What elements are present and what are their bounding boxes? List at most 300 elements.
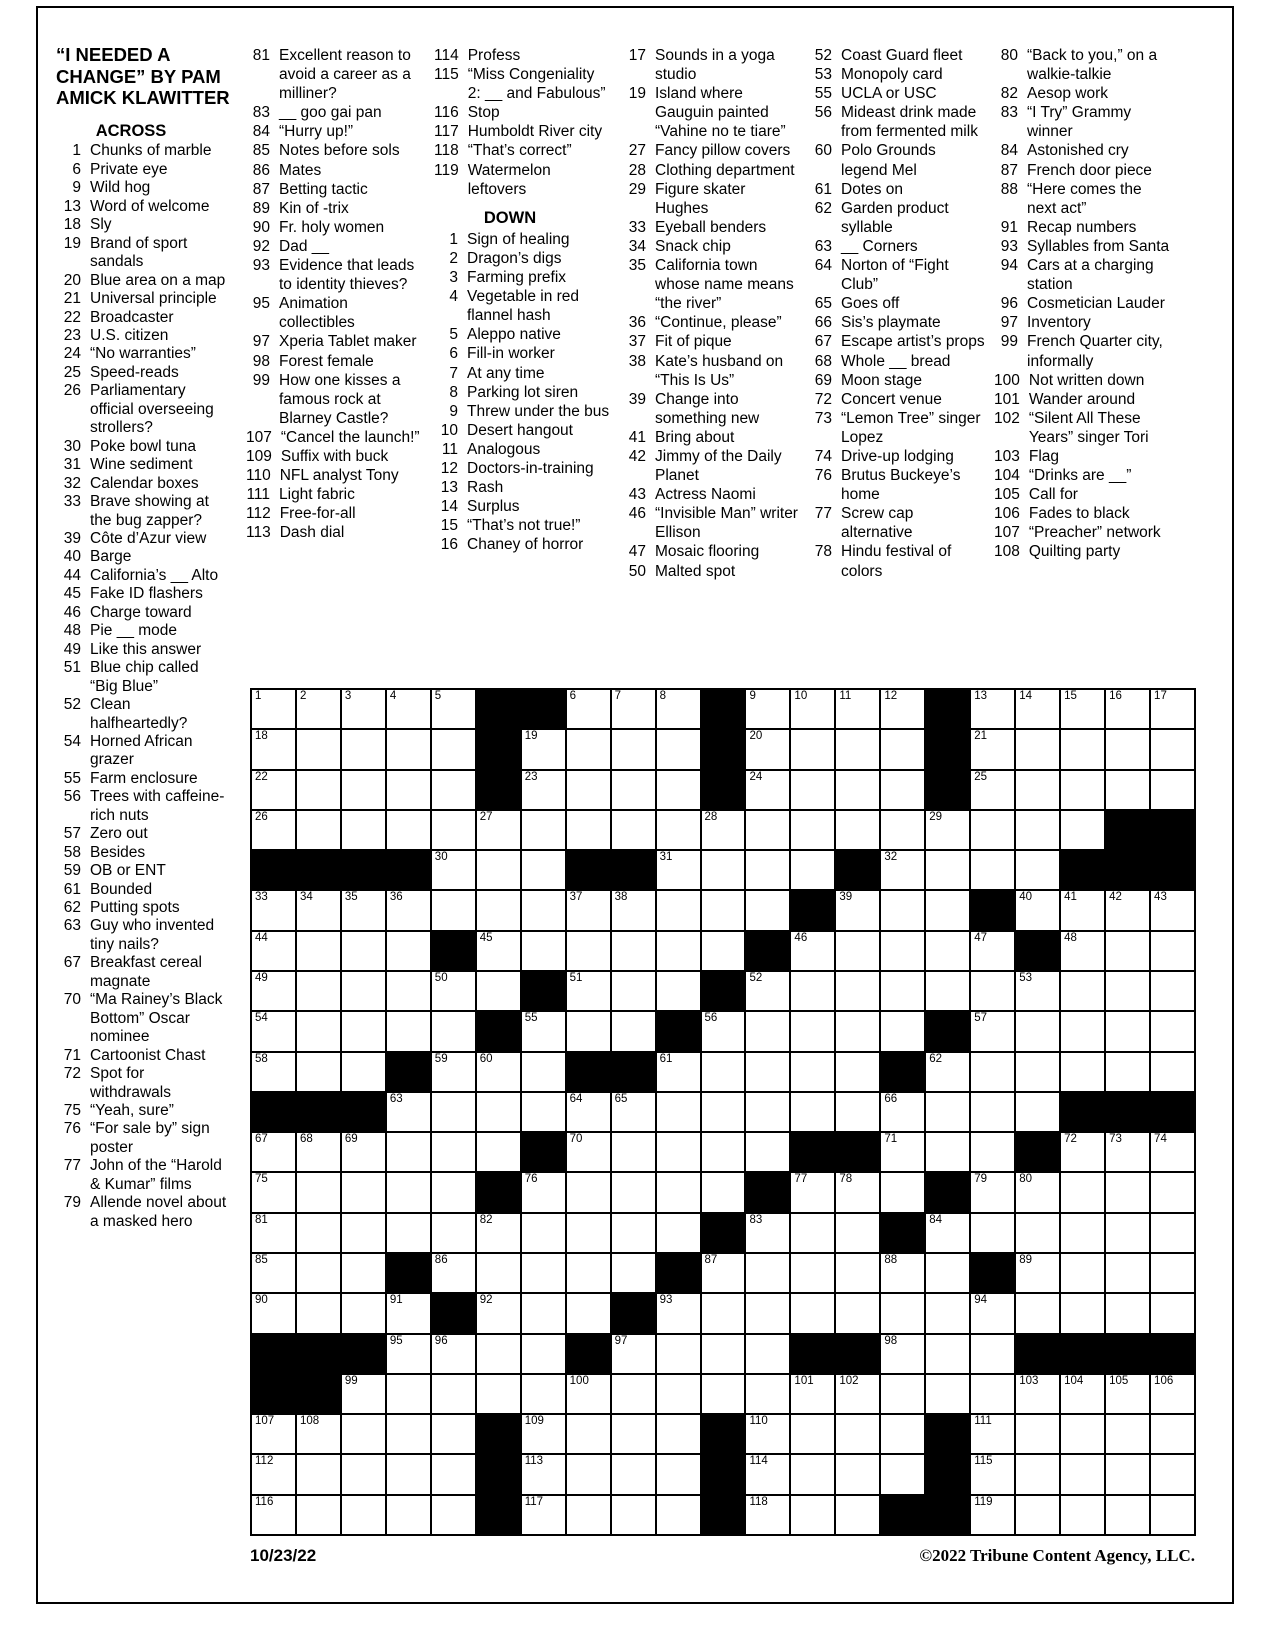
grid-cell[interactable] xyxy=(297,1012,340,1050)
grid-cell[interactable] xyxy=(657,730,700,768)
grid-cell[interactable] xyxy=(297,690,340,728)
grid-cell[interactable] xyxy=(1016,1415,1059,1453)
grid-cell[interactable] xyxy=(1151,690,1194,728)
grid-cell[interactable] xyxy=(432,851,475,889)
grid-cell[interactable] xyxy=(522,1012,565,1050)
grid-cell[interactable] xyxy=(1061,730,1104,768)
grid-cell[interactable] xyxy=(477,1335,520,1373)
grid-cell[interactable] xyxy=(252,1012,295,1050)
grid-cell[interactable] xyxy=(477,1294,520,1332)
grid-cell[interactable] xyxy=(1151,891,1194,929)
grid-cell[interactable] xyxy=(746,1415,789,1453)
grid-cell[interactable] xyxy=(1016,851,1059,889)
grid-cell[interactable] xyxy=(926,811,969,849)
grid-cell[interactable] xyxy=(746,690,789,728)
grid-cell[interactable] xyxy=(1061,1294,1104,1332)
grid-cell[interactable] xyxy=(702,1053,745,1091)
grid-cell[interactable] xyxy=(1106,690,1149,728)
grid-cell[interactable] xyxy=(522,932,565,970)
grid-cell[interactable] xyxy=(522,1254,565,1292)
grid-cell[interactable] xyxy=(432,1455,475,1493)
grid-cell[interactable] xyxy=(791,932,834,970)
grid-cell[interactable] xyxy=(1151,1496,1194,1534)
grid-cell[interactable] xyxy=(791,1455,834,1493)
grid-cell[interactable] xyxy=(746,1214,789,1252)
grid-cell[interactable] xyxy=(836,730,879,768)
grid-cell[interactable] xyxy=(252,1496,295,1534)
grid-cell[interactable] xyxy=(836,932,879,970)
grid-cell[interactable] xyxy=(432,891,475,929)
grid-cell[interactable] xyxy=(342,932,385,970)
grid-cell[interactable] xyxy=(657,690,700,728)
grid-cell[interactable] xyxy=(297,1294,340,1332)
grid-cell[interactable] xyxy=(252,690,295,728)
grid-cell[interactable] xyxy=(836,1254,879,1292)
grid-cell[interactable] xyxy=(477,1093,520,1131)
grid-cell[interactable] xyxy=(567,972,610,1010)
grid-cell[interactable] xyxy=(836,1173,879,1211)
grid-cell[interactable] xyxy=(252,771,295,809)
grid-cell[interactable] xyxy=(1106,771,1149,809)
grid-cell[interactable] xyxy=(1151,771,1194,809)
grid-cell[interactable] xyxy=(1106,932,1149,970)
grid-cell[interactable] xyxy=(1151,972,1194,1010)
grid-cell[interactable] xyxy=(522,811,565,849)
grid-cell[interactable] xyxy=(791,811,834,849)
grid-cell[interactable] xyxy=(702,891,745,929)
grid-cell[interactable] xyxy=(791,1415,834,1453)
grid-cell[interactable] xyxy=(836,771,879,809)
grid-cell[interactable] xyxy=(432,771,475,809)
grid-cell[interactable] xyxy=(1106,1053,1149,1091)
grid-cell[interactable] xyxy=(926,851,969,889)
grid-cell[interactable] xyxy=(1016,1375,1059,1413)
grid-cell[interactable] xyxy=(1016,1254,1059,1292)
grid-cell[interactable] xyxy=(881,972,924,1010)
grid-cell[interactable] xyxy=(836,1455,879,1493)
grid-cell[interactable] xyxy=(387,1133,430,1171)
grid-cell[interactable] xyxy=(612,1335,655,1373)
grid-cell[interactable] xyxy=(971,1415,1014,1453)
grid-cell[interactable] xyxy=(432,972,475,1010)
grid-cell[interactable] xyxy=(881,1093,924,1131)
grid-cell[interactable] xyxy=(746,1455,789,1493)
grid-cell[interactable] xyxy=(522,1173,565,1211)
grid-cell[interactable] xyxy=(1061,1415,1104,1453)
grid-cell[interactable] xyxy=(1016,1294,1059,1332)
grid-cell[interactable] xyxy=(702,932,745,970)
grid-cell[interactable] xyxy=(342,1173,385,1211)
grid-cell[interactable] xyxy=(387,771,430,809)
grid-cell[interactable] xyxy=(791,851,834,889)
grid-cell[interactable] xyxy=(477,891,520,929)
grid-cell[interactable] xyxy=(791,1173,834,1211)
grid-cell[interactable] xyxy=(387,1173,430,1211)
grid-cell[interactable] xyxy=(1016,690,1059,728)
grid-cell[interactable] xyxy=(1106,1173,1149,1211)
grid-cell[interactable] xyxy=(252,1294,295,1332)
grid-cell[interactable] xyxy=(1106,891,1149,929)
grid-cell[interactable] xyxy=(746,1496,789,1534)
grid-cell[interactable] xyxy=(297,891,340,929)
grid-cell[interactable] xyxy=(567,891,610,929)
grid-cell[interactable] xyxy=(297,771,340,809)
grid-cell[interactable] xyxy=(791,1254,834,1292)
grid-cell[interactable] xyxy=(522,730,565,768)
grid-cell[interactable] xyxy=(971,811,1014,849)
grid-cell[interactable] xyxy=(387,1415,430,1453)
grid-cell[interactable] xyxy=(1016,1455,1059,1493)
grid-cell[interactable] xyxy=(836,811,879,849)
grid-cell[interactable] xyxy=(342,1053,385,1091)
grid-cell[interactable] xyxy=(1061,1133,1104,1171)
grid-cell[interactable] xyxy=(567,811,610,849)
grid-cell[interactable] xyxy=(432,1093,475,1131)
grid-cell[interactable] xyxy=(657,1133,700,1171)
grid-cell[interactable] xyxy=(657,932,700,970)
grid-cell[interactable] xyxy=(387,730,430,768)
grid-cell[interactable] xyxy=(567,1415,610,1453)
grid-cell[interactable] xyxy=(567,730,610,768)
grid-cell[interactable] xyxy=(567,1173,610,1211)
grid-cell[interactable] xyxy=(836,1375,879,1413)
grid-cell[interactable] xyxy=(342,811,385,849)
grid-cell[interactable] xyxy=(522,1415,565,1453)
grid-cell[interactable] xyxy=(1106,1496,1149,1534)
grid-cell[interactable] xyxy=(342,1294,385,1332)
grid-cell[interactable] xyxy=(881,1415,924,1453)
grid-cell[interactable] xyxy=(1016,771,1059,809)
grid-cell[interactable] xyxy=(881,771,924,809)
grid-cell[interactable] xyxy=(1106,1254,1149,1292)
grid-cell[interactable] xyxy=(432,1375,475,1413)
grid-cell[interactable] xyxy=(1061,690,1104,728)
grid-cell[interactable] xyxy=(971,1012,1014,1050)
grid-cell[interactable] xyxy=(1061,1012,1104,1050)
grid-cell[interactable] xyxy=(522,891,565,929)
grid-cell[interactable] xyxy=(971,972,1014,1010)
grid-cell[interactable] xyxy=(252,1455,295,1493)
grid-cell[interactable] xyxy=(297,1173,340,1211)
grid-cell[interactable] xyxy=(657,891,700,929)
grid-cell[interactable] xyxy=(791,690,834,728)
grid-cell[interactable] xyxy=(1151,1415,1194,1453)
grid-cell[interactable] xyxy=(791,1375,834,1413)
grid-cell[interactable] xyxy=(1061,932,1104,970)
grid-cell[interactable] xyxy=(387,1294,430,1332)
grid-cell[interactable] xyxy=(297,1415,340,1453)
grid-cell[interactable] xyxy=(567,1133,610,1171)
grid-cell[interactable] xyxy=(612,1415,655,1453)
grid-cell[interactable] xyxy=(342,730,385,768)
grid-cell[interactable] xyxy=(342,771,385,809)
grid-cell[interactable] xyxy=(791,730,834,768)
grid-cell[interactable] xyxy=(612,891,655,929)
grid-cell[interactable] xyxy=(432,1053,475,1091)
grid-cell[interactable] xyxy=(522,1294,565,1332)
grid-cell[interactable] xyxy=(657,771,700,809)
grid-cell[interactable] xyxy=(971,851,1014,889)
grid-cell[interactable] xyxy=(746,771,789,809)
grid-cell[interactable] xyxy=(702,1335,745,1373)
grid-cell[interactable] xyxy=(297,811,340,849)
grid-cell[interactable] xyxy=(702,1254,745,1292)
grid-cell[interactable] xyxy=(252,932,295,970)
grid-cell[interactable] xyxy=(342,1254,385,1292)
grid-cell[interactable] xyxy=(432,1496,475,1534)
grid-cell[interactable] xyxy=(252,1173,295,1211)
grid-cell[interactable] xyxy=(926,1214,969,1252)
grid-cell[interactable] xyxy=(387,1093,430,1131)
grid-cell[interactable] xyxy=(342,1455,385,1493)
grid-cell[interactable] xyxy=(1016,891,1059,929)
grid-cell[interactable] xyxy=(881,730,924,768)
grid-cell[interactable] xyxy=(657,1375,700,1413)
grid-cell[interactable] xyxy=(702,1012,745,1050)
grid-cell[interactable] xyxy=(1151,1455,1194,1493)
grid-cell[interactable] xyxy=(342,972,385,1010)
grid-cell[interactable] xyxy=(1151,1053,1194,1091)
grid-cell[interactable] xyxy=(836,972,879,1010)
grid-cell[interactable] xyxy=(881,851,924,889)
grid-cell[interactable] xyxy=(1016,1496,1059,1534)
grid-cell[interactable] xyxy=(971,1214,1014,1252)
grid-cell[interactable] xyxy=(926,972,969,1010)
grid-cell[interactable] xyxy=(1016,972,1059,1010)
grid-cell[interactable] xyxy=(522,1053,565,1091)
grid-cell[interactable] xyxy=(836,1012,879,1050)
grid-cell[interactable] xyxy=(297,1053,340,1091)
grid-cell[interactable] xyxy=(432,811,475,849)
grid-cell[interactable] xyxy=(836,690,879,728)
grid-cell[interactable] xyxy=(746,851,789,889)
grid-cell[interactable] xyxy=(971,771,1014,809)
grid-cell[interactable] xyxy=(702,1133,745,1171)
grid-cell[interactable] xyxy=(1061,1496,1104,1534)
grid-cell[interactable] xyxy=(881,1375,924,1413)
grid-cell[interactable] xyxy=(791,1012,834,1050)
grid-cell[interactable] xyxy=(252,972,295,1010)
grid-cell[interactable] xyxy=(881,932,924,970)
grid-cell[interactable] xyxy=(522,1496,565,1534)
grid-cell[interactable] xyxy=(612,771,655,809)
grid-cell[interactable] xyxy=(342,690,385,728)
grid-cell[interactable] xyxy=(702,851,745,889)
grid-cell[interactable] xyxy=(746,1133,789,1171)
grid-cell[interactable] xyxy=(1106,972,1149,1010)
grid-cell[interactable] xyxy=(836,1294,879,1332)
grid-cell[interactable] xyxy=(881,690,924,728)
grid-cell[interactable] xyxy=(971,1455,1014,1493)
grid-cell[interactable] xyxy=(746,972,789,1010)
grid-cell[interactable] xyxy=(881,1173,924,1211)
grid-cell[interactable] xyxy=(971,1294,1014,1332)
grid-cell[interactable] xyxy=(342,1133,385,1171)
grid-cell[interactable] xyxy=(477,1133,520,1171)
grid-cell[interactable] xyxy=(926,891,969,929)
grid-cell[interactable] xyxy=(791,1053,834,1091)
grid-cell[interactable] xyxy=(477,932,520,970)
grid-cell[interactable] xyxy=(252,1053,295,1091)
grid-cell[interactable] xyxy=(567,1496,610,1534)
grid-cell[interactable] xyxy=(791,1214,834,1252)
grid-cell[interactable] xyxy=(612,811,655,849)
grid-cell[interactable] xyxy=(657,851,700,889)
grid-cell[interactable] xyxy=(881,1012,924,1050)
grid-cell[interactable] xyxy=(612,1133,655,1171)
grid-cell[interactable] xyxy=(836,1496,879,1534)
grid-cell[interactable] xyxy=(612,932,655,970)
grid-cell[interactable] xyxy=(657,811,700,849)
grid-cell[interactable] xyxy=(297,1496,340,1534)
grid-cell[interactable] xyxy=(567,1455,610,1493)
grid-cell[interactable] xyxy=(1016,1053,1059,1091)
grid-cell[interactable] xyxy=(432,1012,475,1050)
grid-cell[interactable] xyxy=(612,1375,655,1413)
grid-cell[interactable] xyxy=(342,1012,385,1050)
grid-cell[interactable] xyxy=(657,1053,700,1091)
grid-cell[interactable] xyxy=(881,1254,924,1292)
grid-cell[interactable] xyxy=(971,1093,1014,1131)
grid-cell[interactable] xyxy=(791,972,834,1010)
grid-cell[interactable] xyxy=(252,1133,295,1171)
grid-cell[interactable] xyxy=(881,811,924,849)
grid-cell[interactable] xyxy=(1151,730,1194,768)
grid-cell[interactable] xyxy=(432,1173,475,1211)
grid-cell[interactable] xyxy=(342,1415,385,1453)
grid-cell[interactable] xyxy=(612,690,655,728)
grid-cell[interactable] xyxy=(1061,891,1104,929)
grid-cell[interactable] xyxy=(657,1093,700,1131)
grid-cell[interactable] xyxy=(881,1455,924,1493)
grid-cell[interactable] xyxy=(252,1254,295,1292)
grid-cell[interactable] xyxy=(612,1173,655,1211)
grid-cell[interactable] xyxy=(1061,972,1104,1010)
grid-cell[interactable] xyxy=(567,1093,610,1131)
grid-cell[interactable] xyxy=(881,891,924,929)
grid-cell[interactable] xyxy=(881,1335,924,1373)
grid-cell[interactable] xyxy=(432,1415,475,1453)
grid-cell[interactable] xyxy=(657,1335,700,1373)
grid-cell[interactable] xyxy=(477,1254,520,1292)
grid-cell[interactable] xyxy=(612,1496,655,1534)
grid-cell[interactable] xyxy=(567,771,610,809)
grid-cell[interactable] xyxy=(971,932,1014,970)
grid-cell[interactable] xyxy=(926,1375,969,1413)
grid-cell[interactable] xyxy=(612,1012,655,1050)
grid-cell[interactable] xyxy=(1016,1012,1059,1050)
grid-cell[interactable] xyxy=(387,1496,430,1534)
grid-cell[interactable] xyxy=(1016,1093,1059,1131)
grid-cell[interactable] xyxy=(612,1214,655,1252)
grid-cell[interactable] xyxy=(297,932,340,970)
grid-cell[interactable] xyxy=(791,1496,834,1534)
grid-cell[interactable] xyxy=(1061,811,1104,849)
grid-cell[interactable] xyxy=(1061,1053,1104,1091)
grid-cell[interactable] xyxy=(746,811,789,849)
grid-cell[interactable] xyxy=(387,1214,430,1252)
grid-cell[interactable] xyxy=(522,771,565,809)
grid-cell[interactable] xyxy=(926,1093,969,1131)
grid-cell[interactable] xyxy=(791,771,834,809)
grid-cell[interactable] xyxy=(1151,1375,1194,1413)
grid-cell[interactable] xyxy=(926,1254,969,1292)
grid-cell[interactable] xyxy=(657,972,700,1010)
grid-cell[interactable] xyxy=(836,891,879,929)
grid-cell[interactable] xyxy=(252,811,295,849)
grid-cell[interactable] xyxy=(387,891,430,929)
grid-cell[interactable] xyxy=(432,1335,475,1373)
grid-cell[interactable] xyxy=(657,1294,700,1332)
grid-cell[interactable] xyxy=(836,1214,879,1252)
grid-cell[interactable] xyxy=(432,690,475,728)
grid-cell[interactable] xyxy=(971,730,1014,768)
grid-cell[interactable] xyxy=(1061,1173,1104,1211)
grid-cell[interactable] xyxy=(567,1012,610,1050)
grid-cell[interactable] xyxy=(477,811,520,849)
grid-cell[interactable] xyxy=(1106,1012,1149,1050)
grid-cell[interactable] xyxy=(522,1375,565,1413)
grid-cell[interactable] xyxy=(387,1012,430,1050)
grid-cell[interactable] xyxy=(971,1053,1014,1091)
grid-cell[interactable] xyxy=(746,1053,789,1091)
grid-cell[interactable] xyxy=(702,811,745,849)
grid-cell[interactable] xyxy=(657,1455,700,1493)
grid-cell[interactable] xyxy=(836,1093,879,1131)
grid-cell[interactable] xyxy=(612,1455,655,1493)
grid-cell[interactable] xyxy=(432,730,475,768)
grid-cell[interactable] xyxy=(1061,1455,1104,1493)
grid-cell[interactable] xyxy=(791,1093,834,1131)
grid-cell[interactable] xyxy=(1151,1133,1194,1171)
grid-cell[interactable] xyxy=(1106,1294,1149,1332)
grid-cell[interactable] xyxy=(836,1053,879,1091)
grid-cell[interactable] xyxy=(522,1335,565,1373)
grid-cell[interactable] xyxy=(342,1214,385,1252)
grid-cell[interactable] xyxy=(252,730,295,768)
grid-cell[interactable] xyxy=(297,1214,340,1252)
grid-cell[interactable] xyxy=(432,1254,475,1292)
grid-cell[interactable] xyxy=(1106,1455,1149,1493)
grid-cell[interactable] xyxy=(971,1335,1014,1373)
grid-cell[interactable] xyxy=(252,1415,295,1453)
grid-cell[interactable] xyxy=(387,932,430,970)
grid-cell[interactable] xyxy=(1061,1375,1104,1413)
grid-cell[interactable] xyxy=(387,1375,430,1413)
grid-cell[interactable] xyxy=(387,1335,430,1373)
grid-cell[interactable] xyxy=(657,1496,700,1534)
grid-cell[interactable] xyxy=(342,891,385,929)
grid-cell[interactable] xyxy=(926,1335,969,1373)
grid-cell[interactable] xyxy=(971,1496,1014,1534)
grid-cell[interactable] xyxy=(881,1294,924,1332)
grid-cell[interactable] xyxy=(567,932,610,970)
grid-cell[interactable] xyxy=(612,972,655,1010)
grid-cell[interactable] xyxy=(522,1093,565,1131)
grid-cell[interactable] xyxy=(1016,1173,1059,1211)
grid-cell[interactable] xyxy=(1151,1012,1194,1050)
grid-cell[interactable] xyxy=(432,1214,475,1252)
grid-cell[interactable] xyxy=(702,1294,745,1332)
grid-cell[interactable] xyxy=(971,1375,1014,1413)
grid-cell[interactable] xyxy=(1151,932,1194,970)
grid-cell[interactable] xyxy=(746,1093,789,1131)
grid-cell[interactable] xyxy=(1151,1173,1194,1211)
grid-cell[interactable] xyxy=(342,1496,385,1534)
grid-cell[interactable] xyxy=(746,1294,789,1332)
grid-cell[interactable] xyxy=(1151,1214,1194,1252)
grid-cell[interactable] xyxy=(252,1214,295,1252)
